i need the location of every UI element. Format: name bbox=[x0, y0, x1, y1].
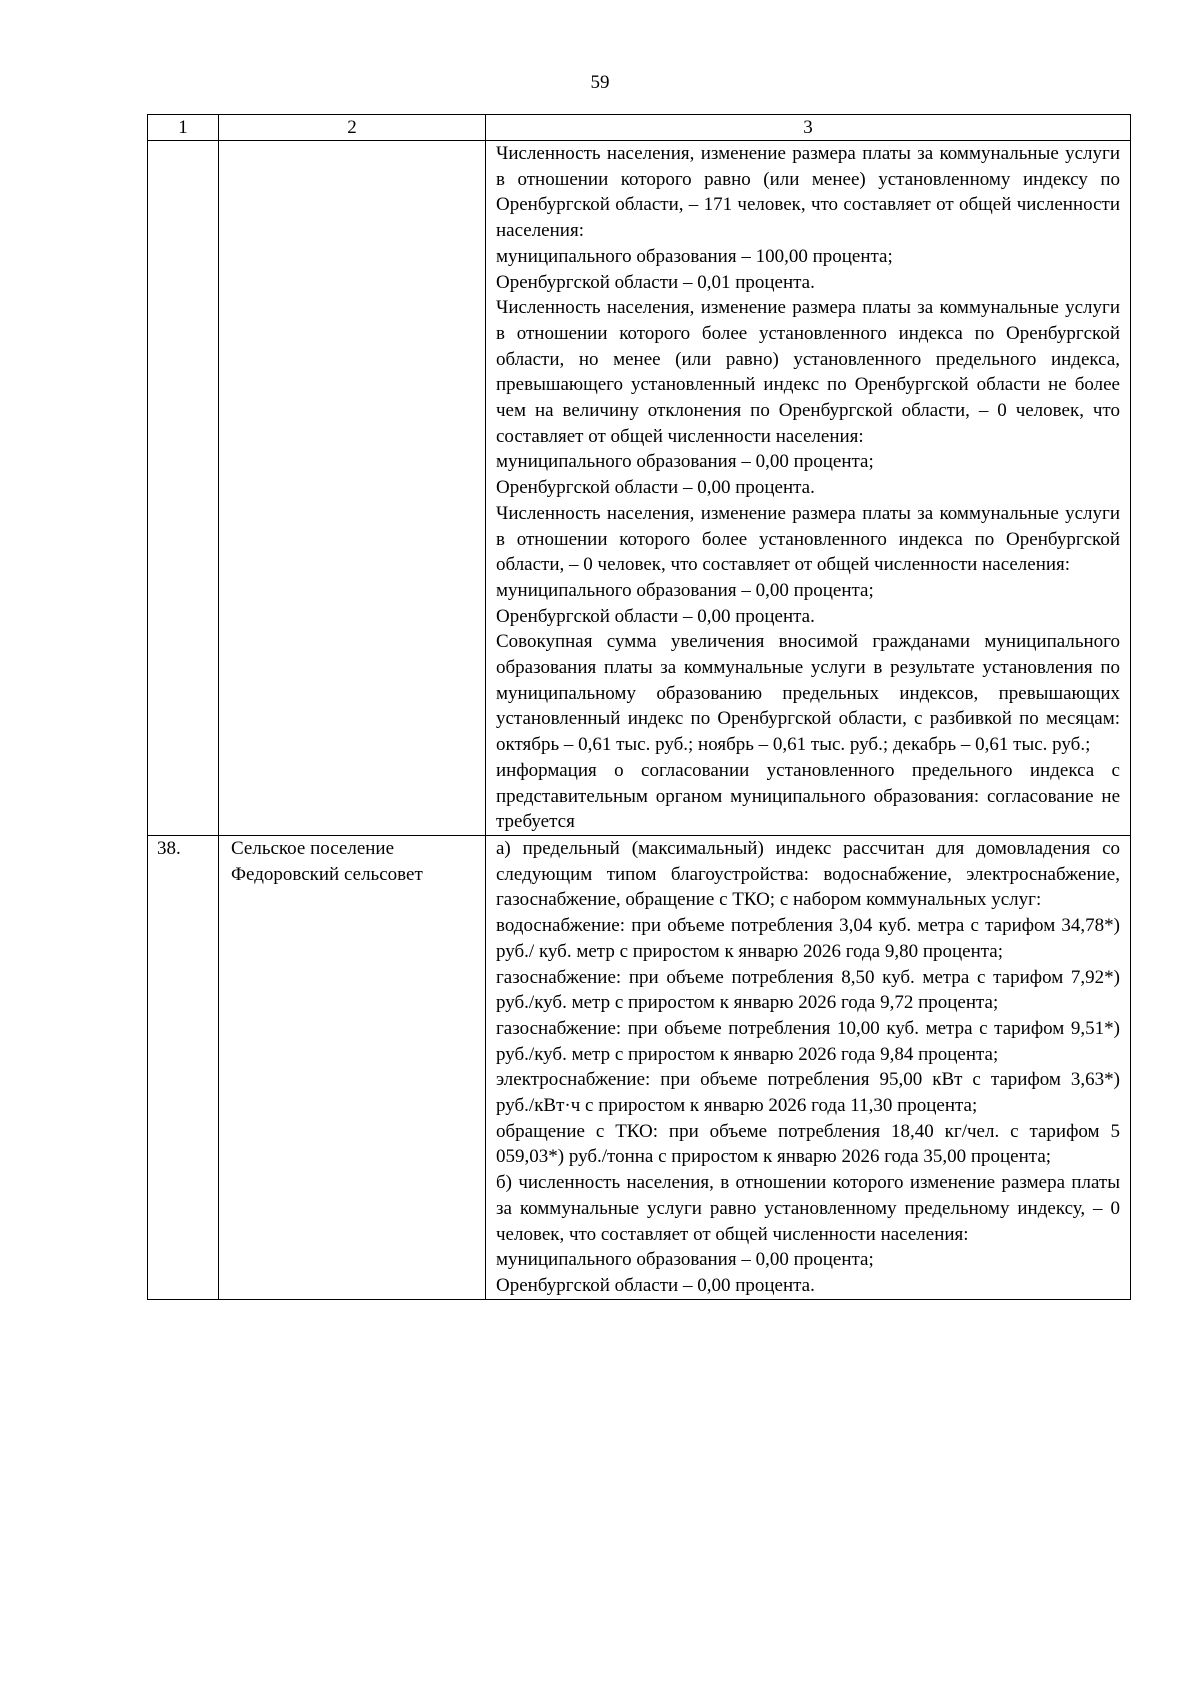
paragraph: газоснабжение: при объеме потребления 8,50 куб. метра с тарифом 7,92*) руб./куб. метр с приростом к январю 2026 года 9,72 процента; bbox=[496, 966, 1120, 1014]
paragraph: обращение с ТКО: при объеме потребления 18,40 кг/чел. с тарифом 5 059,03*) руб./тонна с приростом к январю 2026 года 35,00 процента; bbox=[496, 1120, 1120, 1168]
data-table bbox=[147, 114, 1131, 1300]
paragraph: а) предельный (максимальный) индекс рассчитан для домовладения со следующим типом благоустройства: водоснабжение, электроснабжение, газоснабжение, обращение с ТКО; с набором коммунальных услуг: bbox=[496, 837, 1120, 911]
paragraph: Оренбургской области – 0,00 процента. bbox=[496, 605, 815, 627]
row-number-cell: 38. bbox=[148, 835, 219, 1299]
municipality-name-cell bbox=[219, 835, 486, 1299]
page-number: 59 bbox=[590, 72, 610, 93]
description-cell bbox=[486, 141, 1131, 836]
paragraph: Совокупная сумма увеличения вносимой гражданами муниципального образования платы за коммунальные услуги в результате установления по муниципальному образованию предельных индексов, превышающих установленный индекс по Оренбургской области, с разбивкой по месяцам: октябрь – 0,61 тыс. руб.; ноябрь – 0,61 тыс. руб.; декабрь – 0,61 тыс. руб.; bbox=[496, 631, 1120, 756]
column-header-3: 3 bbox=[486, 115, 1131, 141]
column-header-1: 1 bbox=[148, 115, 219, 141]
paragraph: Оренбургской области – 0,00 процента. bbox=[496, 477, 815, 499]
paragraph: муниципального образования – 0,00 процента; bbox=[496, 451, 874, 473]
table-header-row bbox=[148, 115, 1131, 141]
paragraph: информация о согласовании установленного предельного индекса с представительным органом муниципального образования: согласование не требуется bbox=[496, 759, 1120, 833]
paragraph: муниципального образования – 0,00 процента; bbox=[496, 579, 874, 601]
municipality-name-line: Федоровский сельсовет bbox=[231, 863, 423, 885]
paragraph: Оренбургской области – 0,00 процента. bbox=[496, 1274, 815, 1296]
paragraph: газоснабжение: при объеме потребления 10,00 куб. метра с тарифом 9,51*) руб./куб. метр с приростом к январю 2026 года 9,84 процента; bbox=[496, 1017, 1120, 1065]
paragraph: Численность населения, изменение размера платы за коммунальные услуги в отношении которого более установленного индекса по Оренбургской области, но менее (или равно) установленного предельного индекса, превышающего установленный индекс по Оренбургской области не более чем на величину отклонения по Оренбургской области, – 0 человек, что составляет от общей численности населения: bbox=[496, 297, 1120, 447]
column-header-2: 2 bbox=[219, 115, 486, 141]
paragraph: Численность населения, изменение размера платы за коммунальные услуги в отношении которого равно (или менее) установленному индексу по Оренбургской области, – 171 человек, что составляет от общей численности населения: bbox=[496, 143, 1120, 242]
paragraph: б) численность населения, в отношении которого изменение размера платы за коммунальные услуги равно установленному предельному индексу, – 0 человек, что составляет от общей численности населения: bbox=[496, 1172, 1120, 1245]
paragraph: Численность населения, изменение размера платы за коммунальные услуги в отношении которого более установленного индекса по Оренбургской области, – 0 человек, что составляет от общей численности населения: bbox=[496, 502, 1120, 576]
paragraph: муниципального образования – 0,00 процента; bbox=[496, 1249, 874, 1271]
table-row bbox=[148, 835, 1131, 1299]
description-cell bbox=[486, 835, 1131, 1299]
paragraph: водоснабжение: при объеме потребления 3,04 куб. метра с тарифом 34,78*) руб./ куб. метр с приростом к январю 2026 года 9,80 процента; bbox=[496, 915, 1120, 962]
paragraph: Оренбургской области – 0,01 процента. bbox=[496, 271, 815, 293]
paragraph: муниципального образования – 100,00 процента; bbox=[496, 245, 893, 267]
paragraph: электроснабжение: при объеме потребления 95,00 кВт с тарифом 3,63*) руб./кВт·ч с приростом к январю 2026 года 11,30 процента; bbox=[496, 1069, 1120, 1117]
row-number-cell bbox=[148, 141, 219, 836]
municipality-name-cell bbox=[219, 141, 486, 836]
table-row bbox=[148, 141, 1131, 836]
municipality-name-line: Сельское поселение bbox=[231, 837, 395, 859]
